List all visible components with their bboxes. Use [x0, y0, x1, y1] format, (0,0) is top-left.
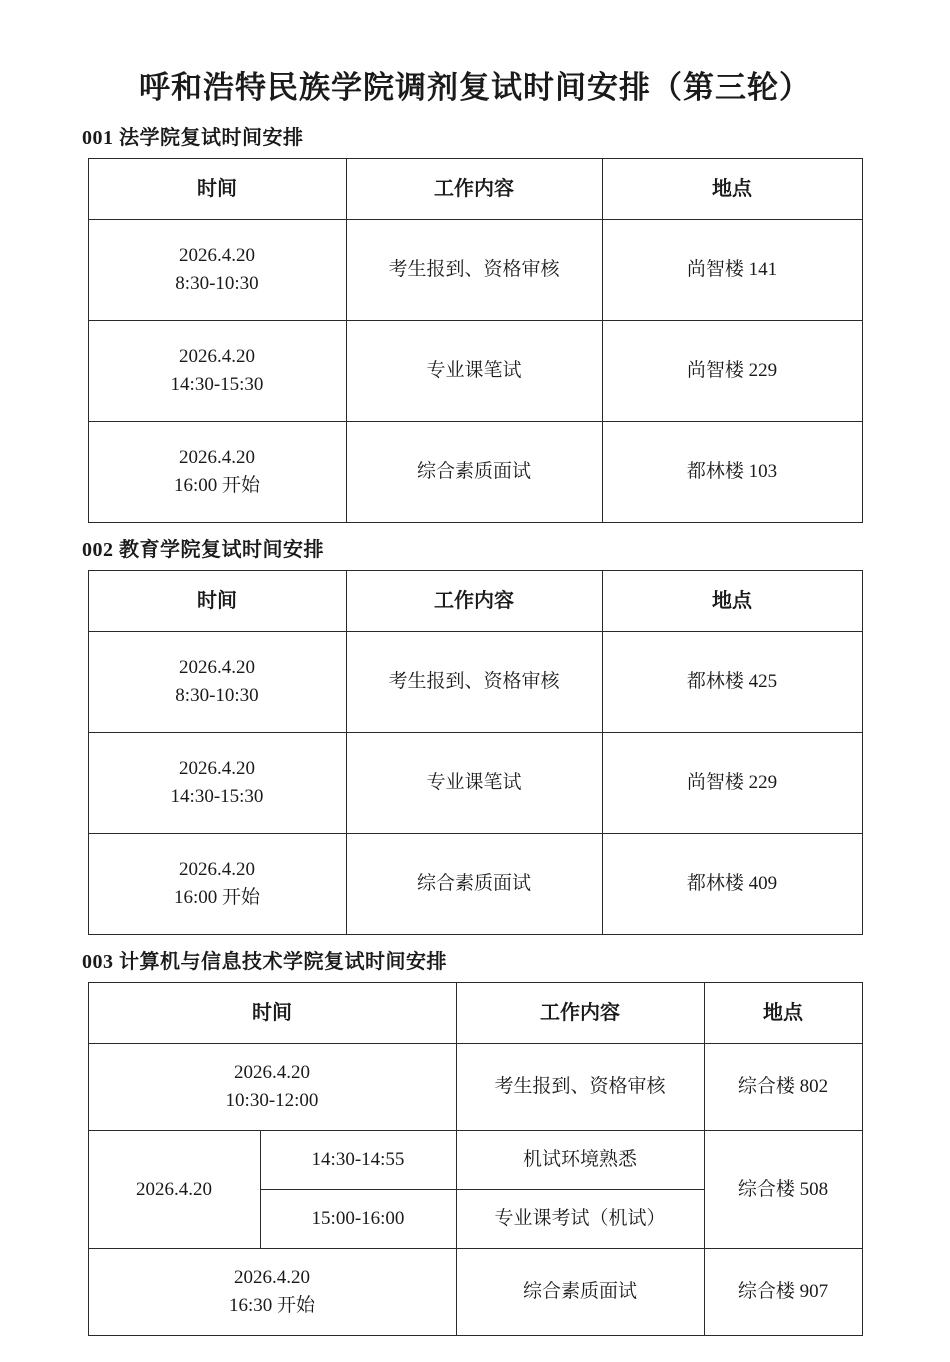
cell-timerange: 16:00 开始 [173, 475, 261, 496]
column-header-work: 工作内容 [346, 571, 602, 632]
cell-place: 综合楼 508 [704, 1131, 862, 1249]
cell-work: 综合素质面试 [456, 1249, 704, 1336]
cell-place: 尚智楼 229 [602, 321, 862, 422]
cell-work: 考生报到、资格审核 [346, 632, 602, 733]
column-header-time: 时间 [88, 983, 456, 1044]
cell-timerange: 15:00-16:00 [260, 1190, 456, 1249]
cell-time [88, 321, 346, 422]
cell-timerange: 10:30-12:00 [225, 1090, 319, 1111]
cell-work: 综合素质面试 [346, 422, 602, 523]
table-row [88, 1249, 862, 1336]
section-heading-003: 003 计算机与信息技术学院复试时间安排 [82, 951, 447, 973]
page-title: 呼和浩特民族学院调剂复试时间安排（第三轮） [139, 70, 811, 105]
cell-date: 2026.4.20 [179, 447, 255, 469]
cell-timerange: 8:30-10:30 [175, 273, 259, 294]
cell-work: 专业课考试（机试） [456, 1190, 704, 1249]
cell-place: 综合楼 907 [704, 1249, 862, 1336]
table-row [88, 733, 862, 834]
cell-timerange: 16:00 开始 [173, 887, 261, 908]
schedule-table-003 [88, 982, 863, 1336]
cell-date: 2026.4.20 [179, 245, 255, 267]
schedule-table-001 [88, 158, 863, 523]
cell-work: 专业课笔试 [346, 321, 602, 422]
cell-timerange: 16:30 开始 [228, 1295, 316, 1316]
cell-timerange: 14:30-15:30 [170, 786, 264, 807]
column-header-time: 时间 [88, 159, 346, 220]
cell-place: 都林楼 409 [602, 834, 862, 935]
cell-place: 都林楼 425 [602, 632, 862, 733]
cell-work: 专业课笔试 [346, 733, 602, 834]
cell-timerange: 8:30-10:30 [175, 685, 259, 706]
cell-time [88, 733, 346, 834]
section-heading-001: 001 法学院复试时间安排 [82, 127, 304, 149]
cell-timerange: 14:30-15:30 [170, 374, 264, 395]
column-header-work: 工作内容 [346, 159, 602, 220]
cell-time [88, 422, 346, 523]
table-row [88, 220, 862, 321]
table-row [88, 1044, 862, 1131]
cell-place: 尚智楼 141 [602, 220, 862, 321]
column-header-place: 地点 [704, 983, 862, 1044]
cell-time [88, 1044, 456, 1131]
cell-time [88, 220, 346, 321]
cell-date: 2026.4.20 [179, 859, 255, 881]
table-row [88, 1131, 862, 1190]
cell-work: 机试环境熟悉 [456, 1131, 704, 1190]
cell-date: 2026.4.20 [88, 1131, 260, 1249]
cell-work: 考生报到、资格审核 [346, 220, 602, 321]
cell-time [88, 632, 346, 733]
column-header-work: 工作内容 [456, 983, 704, 1044]
cell-date: 2026.4.20 [234, 1062, 310, 1084]
column-header-place: 地点 [602, 159, 862, 220]
cell-work: 综合素质面试 [346, 834, 602, 935]
cell-time [88, 834, 346, 935]
table-row [88, 632, 862, 733]
cell-place: 综合楼 802 [704, 1044, 862, 1131]
cell-date: 2026.4.20 [179, 657, 255, 679]
cell-date: 2026.4.20 [234, 1267, 310, 1289]
table-row [88, 321, 862, 422]
cell-work: 考生报到、资格审核 [456, 1044, 704, 1131]
table-header-row [88, 983, 862, 1044]
cell-place: 尚智楼 229 [602, 733, 862, 834]
cell-timerange: 14:30-14:55 [260, 1131, 456, 1190]
table-header-row [88, 159, 862, 220]
schedule-table-002 [88, 570, 863, 935]
cell-date: 2026.4.20 [179, 346, 255, 368]
section-heading-002: 002 教育学院复试时间安排 [82, 539, 324, 561]
cell-time [88, 1249, 456, 1336]
cell-place: 都林楼 103 [602, 422, 862, 523]
cell-date: 2026.4.20 [179, 758, 255, 780]
column-header-time: 时间 [88, 571, 346, 632]
table-row [88, 834, 862, 935]
column-header-place: 地点 [602, 571, 862, 632]
table-header-row [88, 571, 862, 632]
table-row [88, 422, 862, 523]
